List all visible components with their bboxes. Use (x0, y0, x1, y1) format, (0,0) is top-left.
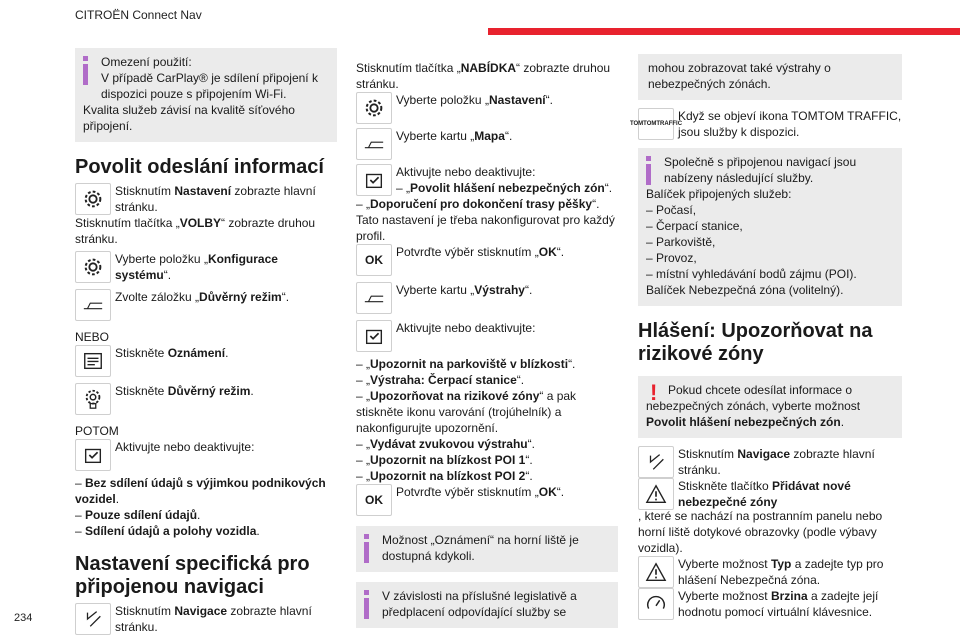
gear-icon (356, 92, 392, 124)
step-system-config: Vyberte položku „Konfigurace systému“. (75, 251, 337, 283)
option-item: – „Doporučení pro dokončení trasy pěšky“. (356, 197, 600, 211)
option-item: – „Upozornit na parkoviště v blízkosti“. (356, 357, 576, 371)
option-item: – Pouze sdílení údajů. (75, 508, 201, 522)
step-confirm-2: OK Potvrďte výběr stisknutím „OK“. (356, 484, 618, 516)
header-title: CITROËN Connect Nav (75, 8, 202, 22)
column-2 (356, 60, 618, 628)
step-toggle: Aktivujte nebo deaktivujte: (75, 439, 337, 471)
ok-icon: OK (356, 484, 392, 516)
step-toggle-map: Aktivujte nebo deaktivujte: – „Povolit hlášení nebezpečných zón“. (356, 164, 618, 196)
note-line: V případě CarPlay® je sdílení připojení k dispozici pouze s připojením Wi-Fi. (101, 71, 318, 101)
warning-box: ! Pokud chcete odesílat informace o nebezpečných zónách, vyberte možnost Povolit hlášení nebezpečných zón. (638, 376, 902, 438)
ok-icon: OK (356, 244, 392, 276)
step-add-zone: Stiskněte tlačítko Přidávat nové nebezpečné zóny (638, 478, 902, 510)
option-item: – Sdílení údajů a polohy vozidla. (75, 524, 260, 538)
option-item: – Bez sdílení údajů s výjimkou podnikových vozidel. (75, 476, 326, 506)
warning-exclamation-icon: ! (650, 380, 658, 405)
note-legislation: V závislosti na příslušné legislativě a předplacení odpovídající služby se (356, 582, 618, 628)
checkbox-icon (75, 439, 111, 471)
speedometer-icon (638, 588, 674, 620)
info-icon (364, 590, 369, 620)
navigation-icon (75, 603, 111, 635)
column-3 (629, 54, 902, 620)
note-services: Společně s připojenou navigací jsou nabízeny následující služby. Balíček připojených služeb: – Počasí, – Čerpací stanice, – Parkoviště, – Provoz, – místní vyhledávání bodů zájmu (POI). Balíček Nebezpečná zóna (volitelný). (638, 148, 902, 306)
note-usage-limits (75, 48, 337, 142)
warning-triangle-icon (638, 556, 674, 588)
step-options: Stisknutím tlačítka „VOLBY“ zobrazte druhou stránku. (75, 216, 316, 246)
page-number: 234 (14, 612, 33, 624)
option-item: – „Upozorňovat na rizikové zóny“ a pak stiskněte ikonu varování (trojúhelník) a nakonfigurujte upozornění. (356, 389, 577, 435)
privacy-gear-icon (75, 383, 111, 415)
section-heading-risk-zones: Hlášení: Upozorňovat na rizikové zóny (638, 320, 873, 365)
option-item: – „Vydávat zvukovou výstrahu“. (356, 437, 535, 451)
info-icon (364, 534, 369, 564)
step-navigation: Stisknutím Navigace zobrazte hlavní stránku. (75, 603, 337, 635)
note-line: Kvalita služeb závisí na kvalitě síťového připojení. (83, 103, 295, 133)
notifications-icon (75, 345, 111, 377)
step-notifications: Stiskněte Oznámení. (75, 345, 337, 377)
note-legislation-cont: mohou zobrazovat také výstrahy o nebezpečných zónách. (638, 54, 902, 100)
navigation-icon (638, 446, 674, 478)
gear-icon (75, 183, 111, 215)
tab-icon (356, 128, 392, 160)
step-map-tab: Vyberte kartu „Mapa“. (356, 128, 618, 160)
warning-triangle-icon (638, 478, 674, 510)
info-icon (83, 56, 88, 86)
tomtom-traffic-info: TOMTOM TRAFFIC Když se objeví ikona TOMTOM TRAFFIC, jsou služby k dispozici. (629, 109, 902, 139)
option-item: – „Upozornit na blízkost POI 2“. (356, 469, 533, 483)
tab-icon (356, 282, 392, 314)
step-confirm: OK Potvrďte výběr stisknutím „OK“. (356, 244, 618, 276)
tomtom-traffic-icon: TOMTOM TRAFFIC (638, 108, 674, 140)
profile-note: Tato nastavení je třeba nakonfigurovat pro každý profil. (356, 213, 615, 243)
step-menu: Stisknutím tlačítka „NABÍDKA“ zobrazte druhou stránku. (356, 61, 611, 91)
checkbox-icon (356, 320, 392, 352)
step-settings-item: Vyberte položku „Nastavení“. (356, 92, 618, 124)
section-heading-connected-nav: Nastavení specifická pro připojenou navigaci (75, 553, 310, 598)
section-heading-send-info: Povolit odeslání informací (75, 156, 324, 178)
note-line: Omezení použití: (101, 55, 192, 69)
step-speed: Vyberte možnost Brzina a zadejte její hodnotu pomocí virtuální klávesnice. (638, 588, 902, 620)
info-icon (646, 156, 651, 186)
tab-icon (75, 289, 111, 321)
or-label: NEBO (75, 330, 110, 344)
checkbox-icon (356, 164, 392, 196)
step-navigation: Stisknutím Navigace zobrazte hlavní stránku. (638, 446, 902, 478)
step-privacy-mode: Stiskněte Důvěrný režim. (75, 383, 337, 415)
step-toggle-alerts: Aktivujte nebo deaktivujte: (356, 320, 618, 352)
step-privacy-tab: Zvolte záložku „Důvěrný režim“. (75, 289, 337, 321)
gear-icon (75, 251, 111, 283)
option-item: – „Upozornit na blízkost POI 1“. (356, 453, 533, 467)
note-notifications-bar: Možnost „Oznámení“ na horní liště je dostupná kdykoli. (356, 526, 618, 572)
step-type: Vyberte možnost Typ a zadejte typ pro hlášení Nebezpečná zóna. (638, 556, 902, 588)
step-add-zone-cont: , které se nachází na postranním panelu nebo horní liště dotykové obrazovky (podle výbavy vozidla). (638, 509, 883, 555)
column-1 (75, 48, 337, 635)
step-settings: Stisknutím Nastavení zobrazte hlavní stránku. (75, 183, 337, 215)
header-accent-bar (488, 28, 960, 35)
then-label: POTOM (75, 424, 119, 438)
step-alerts-tab: Vyberte kartu „Výstrahy“. (356, 282, 618, 314)
option-item: – „Výstraha: Čerpací stanice“. (356, 373, 525, 387)
